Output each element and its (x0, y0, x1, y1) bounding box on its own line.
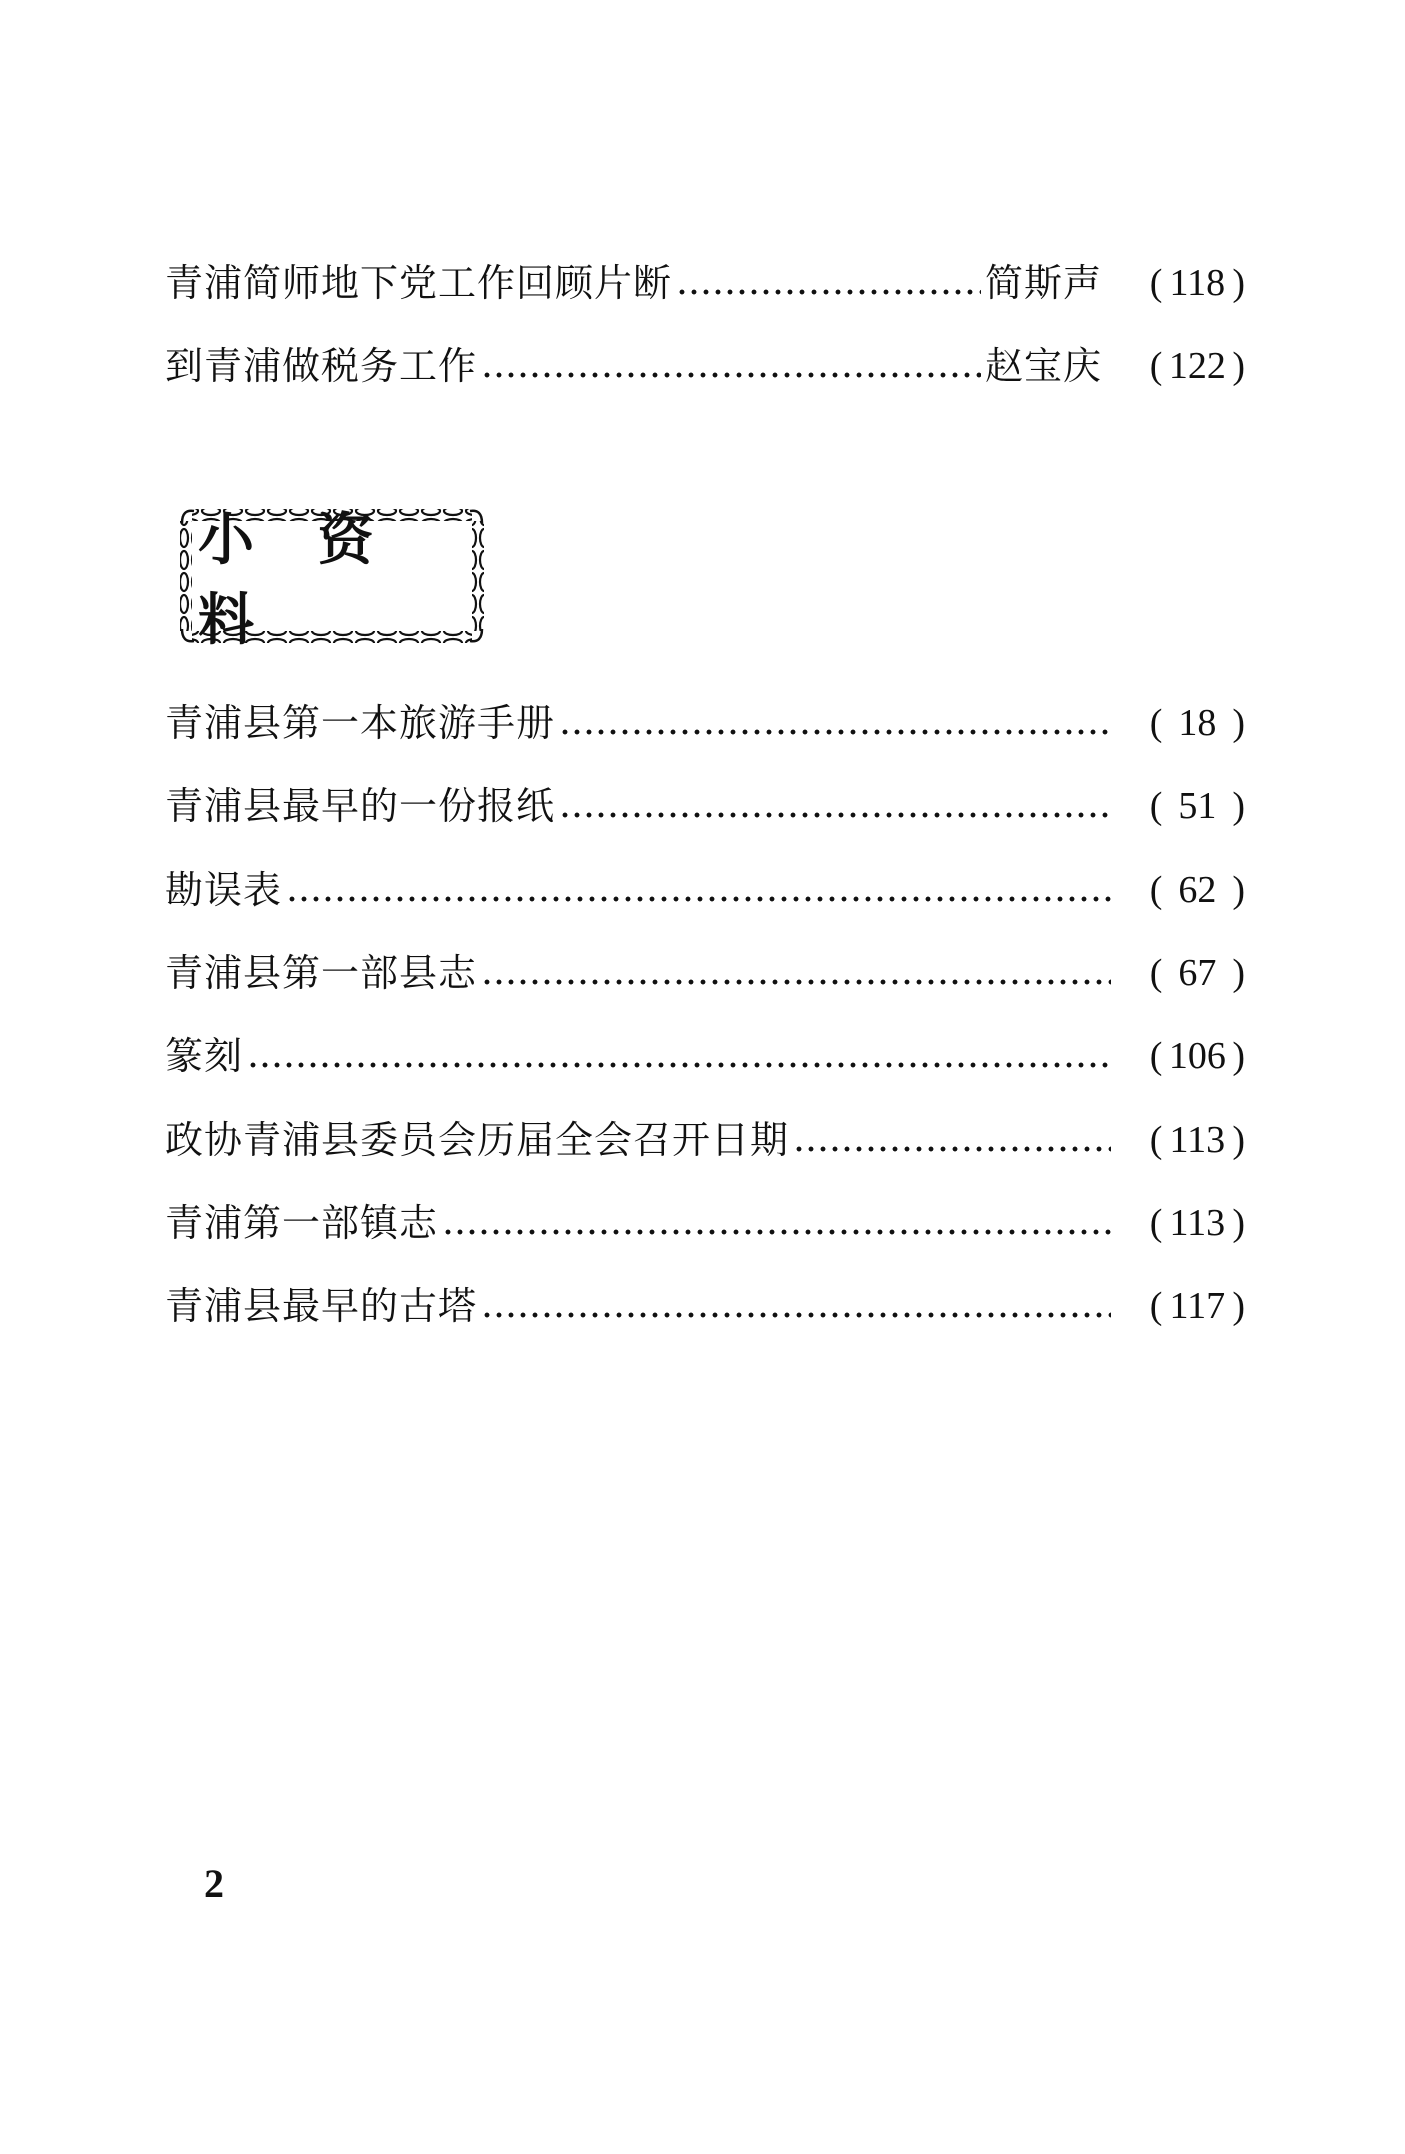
leader-dots (676, 286, 981, 298)
section-title: 小 资 料 (198, 508, 396, 653)
toc-entry-title: 政协青浦县委员会历届全会召开日期 (165, 1118, 790, 1162)
toc-entry-author: 赵宝庆 (985, 344, 1103, 388)
leader-dots (442, 1226, 1111, 1238)
toc-entry-page: ( 113 ) (1149, 1119, 1245, 1161)
toc-entry-page: ( 113 ) (1149, 1202, 1245, 1244)
toc-entry-title: 到青浦做税务工作 (165, 344, 478, 388)
leader-dots (481, 976, 1111, 988)
toc-entry (165, 1112, 1245, 1168)
toc-entry-page: ( 51 ) (1149, 785, 1245, 827)
toc-entry-page: ( 122 ) (1149, 345, 1245, 387)
leader-dots (481, 1309, 1111, 1321)
toc-entry-title: 青浦第一部镇志 (165, 1201, 439, 1245)
toc-entry-title: 勘误表 (165, 868, 283, 912)
section-heading-box (178, 505, 486, 653)
toc-entry-page: ( 118 ) (1149, 262, 1245, 304)
toc-entry (165, 338, 1245, 394)
toc-entry-title: 青浦简师地下党工作回顾片断 (165, 261, 673, 305)
leader-dots (247, 1059, 1111, 1071)
leader-dots (559, 726, 1111, 738)
toc-entry (165, 255, 1245, 311)
toc-entry-page: ( 67 ) (1149, 952, 1245, 994)
toc-entry-page: ( 18 ) (1149, 702, 1245, 744)
toc-entry-title: 青浦县第一本旅游手册 (165, 701, 556, 745)
toc-entry-page: ( 117 ) (1149, 1285, 1245, 1327)
toc-entry-title: 青浦县第一部县志 (165, 951, 478, 995)
leader-dots (793, 1143, 1111, 1155)
toc-entry (165, 695, 1245, 751)
toc-entry (165, 1028, 1245, 1084)
toc-entry-title: 篆刻 (165, 1034, 244, 1078)
toc-entry (165, 862, 1245, 918)
toc-entry (165, 778, 1245, 834)
toc-entry-author: 简斯声 (985, 261, 1103, 305)
toc-entry (165, 945, 1245, 1001)
leader-dots (481, 369, 981, 381)
toc-entry-title: 青浦县最早的古塔 (165, 1284, 478, 1328)
page-number: 2 (204, 1861, 224, 1906)
toc-entry (165, 1278, 1245, 1334)
toc-entry-title: 青浦县最早的一份报纸 (165, 784, 556, 828)
toc-entry (165, 1195, 1245, 1251)
toc-entry-page: ( 62 ) (1149, 869, 1245, 911)
leader-dots (286, 893, 1111, 905)
toc-entry-page: ( 106 ) (1149, 1035, 1245, 1077)
leader-dots (559, 809, 1111, 821)
